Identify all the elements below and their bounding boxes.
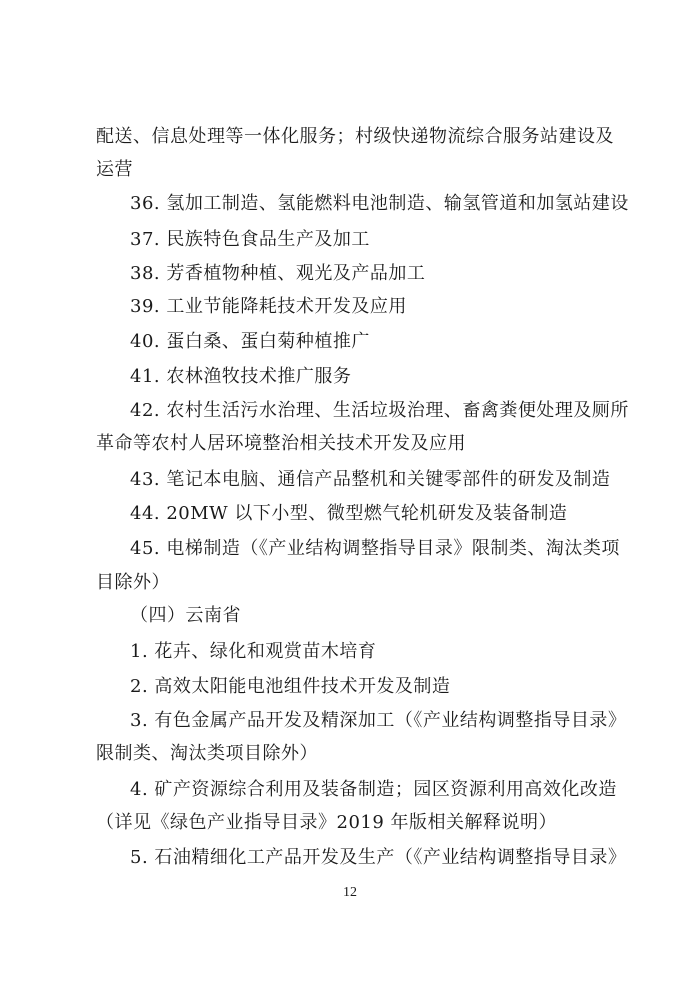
text-line: 革命等农村人居环境整治相关技术开发及应用 <box>96 433 466 454</box>
list-item: 2. 高效太阳能电池组件技术开发及制造 <box>130 676 451 697</box>
list-item: 37. 民族特色食品生产及加工 <box>130 229 370 250</box>
list-item: 36. 氢加工制造、氢能燃料电池制造、输氢管道和加氢站建设 <box>130 193 629 214</box>
list-item: 38. 芳香植物种植、观光及产品加工 <box>130 263 426 284</box>
list-item: 42. 农村生活污水治理、生活垃圾治理、畜禽粪便处理及厕所 <box>130 400 629 421</box>
text-line: （详见《绿色产业指导目录》2019 年版相关解释说明） <box>96 812 558 833</box>
page-number: 12 <box>343 885 357 900</box>
text-line: 目除外） <box>96 572 170 593</box>
list-item: 43. 笔记本电脑、通信产品整机和关键零部件的研发及制造 <box>130 469 611 490</box>
list-item: 40. 蛋白桑、蛋白菊种植推广 <box>130 331 370 352</box>
list-item: 39. 工业节能降耗技术开发及应用 <box>130 296 407 317</box>
list-item: 44. 20MW 以下小型、微型燃气轮机研发及装备制造 <box>130 503 568 524</box>
list-item: 3. 有色金属产品开发及精深加工（《产业结构调整指导目录》 <box>130 710 627 731</box>
text-line: 限制类、淘汰类项目除外） <box>96 743 318 764</box>
list-item: 1. 花卉、绿化和观赏苗木培育 <box>130 641 377 662</box>
section-heading: （四）云南省 <box>130 605 241 626</box>
list-item: 5. 石油精细化工产品开发及生产（《产业结构调整指导目录》 <box>130 847 627 868</box>
text-line: 配送、信息处理等一体化服务；村级快递物流综合服务站建设及 <box>96 126 614 147</box>
list-item: 45. 电梯制造（《产业结构调整指导目录》限制类、淘汰类项 <box>130 538 620 559</box>
text-line: 运营 <box>96 159 133 180</box>
list-item: 4. 矿产资源综合利用及装备制造；园区资源利用高效化改造 <box>130 779 617 800</box>
list-item: 41. 农林渔牧技术推广服务 <box>130 366 352 387</box>
